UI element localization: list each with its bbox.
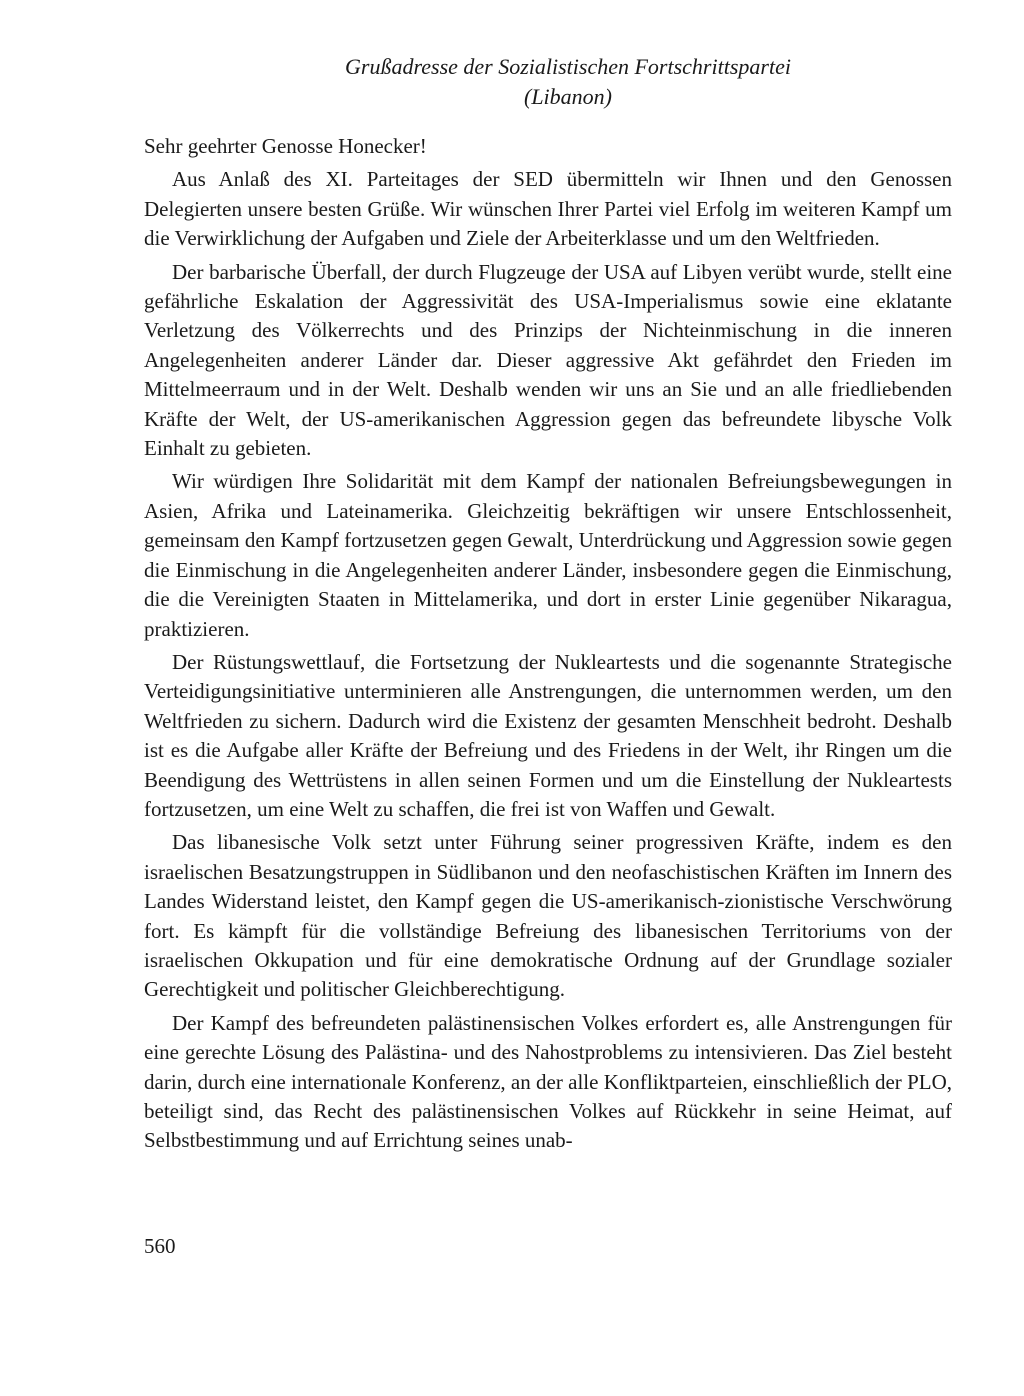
paragraph-6: Der Kampf des befreundeten palästinensischen Volkes erfordert es, alle Anstrengungen für eine gerechte Lösung des Palästina- und des Nahostproblems zu intensivieren. Das Ziel besteht darin, durch eine internationale Konferenz, an der alle Konfliktparteien, einschließlich der PLO, beteiligt sind, das Recht des palästinensischen Volkes auf Rückkehr in seine Heimat, auf Selbstbestimmung und auf Errichtung seines unab- [144,1010,952,1153]
title-line-2: (Libanon) [524,84,612,109]
paragraph-5: Das libanesische Volk setzt unter Führung seiner progressiven Kräfte, indem es den israelischen Besatzungstruppen in Südlibanon und den neofaschistischen Kräften im Innern des Landes Widerstand leistet, den Kampf gegen die US-amerikanisch-zionistische Verschwörung fort. Es kämpft für die vollständige Befreiung des libanesischen Territoriums von der israelischen Okkupation und für eine demokratische Ordnung auf der Grundlage sozialer Gerechtigkeit und politischer Gleichberechtigung. [144,830,952,1002]
document-title [144,52,952,112]
document-page [144,52,952,1160]
salutation: Sehr geehrter Genosse Honecker! [144,134,427,158]
title-line-1: Grußadresse der Sozialistischen Fortschrittspartei [345,54,791,79]
paragraph-1: Aus Anlaß des XI. Parteitages der SED übermitteln wir Ihnen und den Genossen Delegierten unsere besten Grüße. Wir wünschen Ihrer Partei viel Erfolg im weiteren Kampf um die Verwirklichung der Aufgaben und Ziele der Arbeiterklasse und um den Weltfrieden. [144,167,952,251]
paragraph-4: Der Rüstungswettlauf, die Fortsetzung der Nukleartests und die sogenannte Strategische Verteidigungsinitiative unterminieren alle Anstrengungen, die unternommen werden, um den Weltfrieden zu sichern. Dadurch wird die Existenz der gesamten Menschheit bedroht. Deshalb ist es die Aufgabe aller Kräfte der Befreiung und des Friedens in der Welt, ihr Ringen um die Beendigung des Wettrüstens in allen seinen Formen und um die Einstellung der Nukleartests fortzusetzen, um eine Welt zu schaffen, die frei ist von Waffen und Gewalt. [144,649,952,821]
page-number: 560 [144,1234,176,1258]
paragraph-2: Der barbarische Überfall, der durch Flugzeuge der USA auf Libyen verübt wurde, stellt eine gefährliche Eskalation der Aggressivität des USA-Imperialismus sowie eine eklatante Verletzung des Völkerrechts und des Prinzips der Nichteinmischung in die inneren Angelegenheiten anderer Länder dar. Dieser aggressive Akt gefährdet den Frieden im Mittelmeerraum und in der Welt. Deshalb wenden wir uns an Sie und an alle friedliebenden Kräfte der Welt, der US-amerikanischen Aggression gegen das befreundete libysche Volk Einhalt zu gebieten. [144,259,952,461]
paragraph-3: Wir würdigen Ihre Solidarität mit dem Kampf der nationalen Befreiungsbewegungen in Asien, Afrika und Lateinamerika. Gleichzeitig bekräftigen wir unsere Entschlossenheit, gemeinsam den Kampf fortzusetzen gegen Gewalt, Unterdrückung und Aggression sowie gegen die Einmischung in die Angelegenheiten anderer Länder, insbesondere gegen die Einmischung, die die Vereinigten Staaten in Mittelamerika, und dort in erster Linie gegenüber Nikaragua, praktizieren. [144,469,952,641]
